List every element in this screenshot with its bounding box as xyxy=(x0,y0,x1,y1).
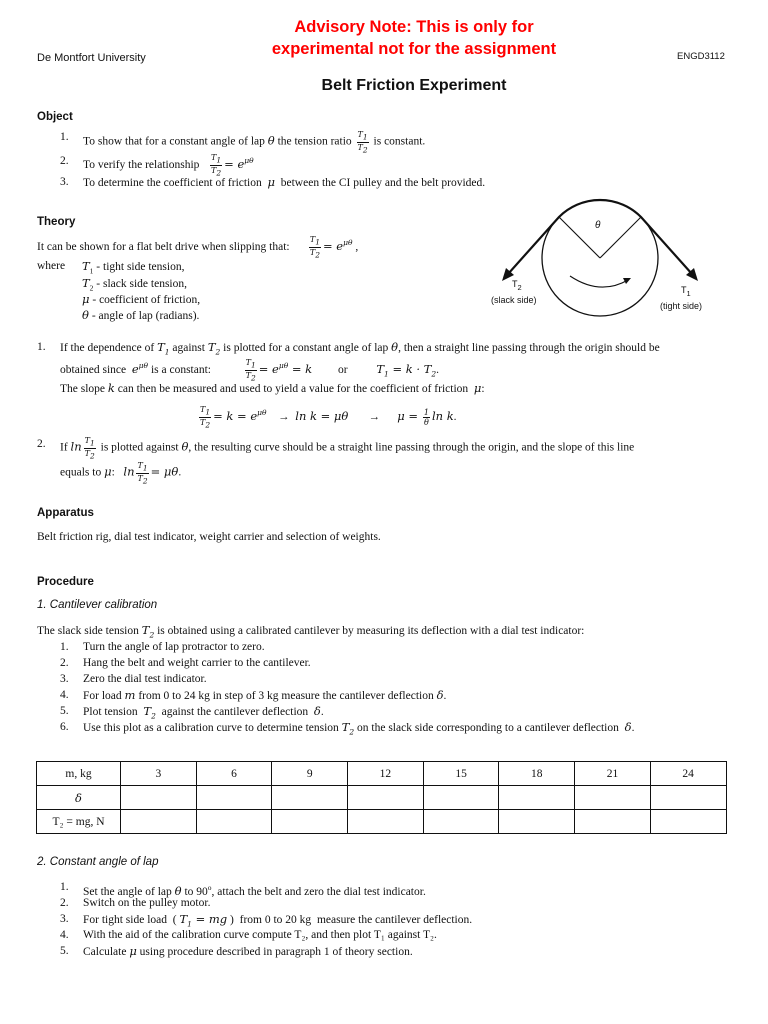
constant-angle-subheading: 2. Constant angle of lap xyxy=(37,856,159,868)
lap-step-3: For tight side load ( $T_1$ = mg ) from 0 to 20 kg measure the cantilever deflection. xyxy=(83,912,473,929)
table-cell-mass: 12 xyxy=(348,762,424,786)
table-cell-empty[interactable] xyxy=(121,810,197,834)
calibration-step-4: For load m from 0 to 24 kg in step of 3 kg measure the cantilever deflection δ. xyxy=(83,688,447,702)
object-item-1-number: 1. xyxy=(60,131,69,143)
document-title: Belt Friction Experiment xyxy=(321,77,507,94)
calibration-step-2-number: 2. xyxy=(60,657,69,669)
table-cell-empty[interactable] xyxy=(575,786,651,810)
table-cell-mass: 15 xyxy=(423,762,499,786)
lap-step-2: Switch on the pulley motor. xyxy=(83,897,211,909)
table-cell-empty[interactable] xyxy=(423,810,499,834)
rotation-arrow xyxy=(570,276,628,287)
table-cell-empty[interactable] xyxy=(272,786,348,810)
cantilever-calibration-subheading: 1. Cantilever calibration xyxy=(37,599,158,611)
table-cell-empty[interactable] xyxy=(499,810,575,834)
theory-para-2-line-2: equals to μ: ln $\frac{T_1}{T_2}$ = μθ. xyxy=(60,461,182,486)
diagram-tight-side: (tight side) xyxy=(660,301,703,311)
lap-step-1-number: 1. xyxy=(60,881,69,893)
rotation-arrowhead xyxy=(623,278,631,284)
lap-step-1: Set the angle of lap θ to 90$^o$, attach the belt and zero the dial test indicator. xyxy=(83,883,426,898)
object-item-2: To verify the relationship $\frac{T_1}{T_2}$ = $e^{\mu\theta}$ xyxy=(83,153,254,178)
table-cell-empty[interactable] xyxy=(196,810,272,834)
object-heading: Object xyxy=(37,111,73,123)
lap-step-5: Calculate μ using procedure described in paragraph 1 of theory section. xyxy=(83,944,413,958)
calibration-step-6-number: 6. xyxy=(60,721,69,733)
object-item-2-number: 2. xyxy=(60,155,69,167)
lap-step-4-number: 4. xyxy=(60,929,69,941)
advisory-line-1: Advisory Note: This is only for xyxy=(294,18,534,36)
calibration-table xyxy=(36,761,727,834)
theory-para-1-line-3: The slope k can then be measured and used to yield a value for the coefficient of friction μ: xyxy=(60,381,485,395)
table-row-mass xyxy=(37,762,727,786)
lap-step-4: With the aid of the calibration curve compute T₂, and then plot T₁ against T₂. xyxy=(83,929,437,941)
lap-step-3-number: 3. xyxy=(60,913,69,925)
theory-para-2-number: 2. xyxy=(37,438,46,450)
theory-para-2-line-1: If ln $\frac{T_1}{T_2}$ is plotted against θ, the resulting curve should be a straight line passing through the origin, and the slope of this line xyxy=(60,436,635,461)
table-row-tension xyxy=(37,810,727,834)
definition-theta: θ - angle of lap (radians). xyxy=(82,308,200,322)
university-name: De Montfort University xyxy=(37,52,146,64)
calibration-step-1: Turn the angle of lap protractor to zero. xyxy=(83,641,265,653)
radius-left xyxy=(559,217,600,258)
theory-para-1-line-1: If the dependence of $T_1$ against $T_2$ is plotted for a constant angle of lap θ, then a straight line passing through the origin should be xyxy=(60,340,660,357)
lap-step-2-number: 2. xyxy=(60,897,69,909)
diagram-t1-label: $T_1$ xyxy=(681,285,691,298)
table-cell-empty[interactable] xyxy=(423,786,499,810)
table-row-deflection xyxy=(37,786,727,810)
diagram-theta-label: θ xyxy=(595,220,601,231)
apparatus-text: Belt friction rig, dial test indicator, weight carrier and selection of weights. xyxy=(37,531,381,543)
object-item-3: To determine the coefficient of friction μ between the CI pulley and the belt provided. xyxy=(83,175,486,189)
table-cell-empty[interactable] xyxy=(575,810,651,834)
table-cell-empty[interactable] xyxy=(650,786,726,810)
calibration-step-4-number: 4. xyxy=(60,689,69,701)
calibration-step-5-number: 5. xyxy=(60,705,69,717)
theory-intro: It can be shown for a flat belt drive when slipping that: $\frac{T_1}{T_2}$ = $e^{\mu\theta}$ , xyxy=(37,235,359,260)
table-cell-tension-label: T₂ = mg, N xyxy=(37,810,121,834)
calibration-step-1-number: 1. xyxy=(60,641,69,653)
table-cell-mass-label: m, kg xyxy=(37,762,121,786)
procedure-heading: Procedure xyxy=(37,576,94,588)
definition-t2: $T_2$ - slack side tension, xyxy=(82,276,187,293)
table-cell-mass: 9 xyxy=(272,762,348,786)
where-label: where xyxy=(37,260,66,272)
table-cell-mass: 21 xyxy=(575,762,651,786)
advisory-line-2: experimental not for the assignment xyxy=(271,40,557,58)
theory-para-1-number: 1. xyxy=(37,341,46,353)
table-cell-mass: 6 xyxy=(196,762,272,786)
belt-line xyxy=(508,200,692,274)
table-cell-mass: 24 xyxy=(650,762,726,786)
module-code: ENGD3112 xyxy=(677,51,725,62)
table-cell-mass: 18 xyxy=(499,762,575,786)
calibration-step-6: Use this plot as a calibration curve to determine tension $T_2$ on the slack side corresponding to a cantilever deflection δ. xyxy=(83,720,635,737)
definition-t1: $T_1$ - tight side tension, xyxy=(82,259,185,276)
belt-pulley-diagram xyxy=(478,196,728,331)
object-item-3-number: 3. xyxy=(60,176,69,188)
definition-mu: μ - coefficient of friction, xyxy=(82,292,201,306)
table-cell-empty[interactable] xyxy=(348,810,424,834)
table-cell-empty[interactable] xyxy=(348,786,424,810)
object-item-1: To show that for a constant angle of lap θ the tension ratio $\frac{T_1}{T_2}$ is constant. xyxy=(83,130,426,155)
calibration-step-5: Plot tension $T_2$ against the cantilever deflection δ. xyxy=(83,704,324,721)
table-cell-deflection-label: δ xyxy=(37,786,121,810)
table-cell-empty[interactable] xyxy=(196,786,272,810)
table-cell-empty[interactable] xyxy=(650,810,726,834)
diagram-t2-label: $T_2$ xyxy=(512,279,522,292)
lap-step-5-number: 5. xyxy=(60,945,69,957)
theory-derivation: $\frac{T_1}{T_2}$ = $k = e^{\mu\theta}$ → ln k = μθ → μ = $\frac{1}{\theta}$ ln k. xyxy=(200,405,457,430)
calibration-step-3-number: 3. xyxy=(60,673,69,685)
theory-heading: Theory xyxy=(37,216,76,228)
table-cell-empty[interactable] xyxy=(121,786,197,810)
table-cell-empty[interactable] xyxy=(272,810,348,834)
theory-para-1-line-2: obtained since $e^{\mu\theta}$ is a constant: $\frac{T_1}{T_2}$ = $e^{\mu\theta} = k$ or $T_1 = k \cdot T_2$. xyxy=(60,358,440,383)
table-cell-mass: 3 xyxy=(121,762,197,786)
procedure-intro: The slack side tension $T_2$ is obtained using a calibrated cantilever by measuring its deflection with a dial test indicator: xyxy=(37,623,585,640)
calibration-step-2: Hang the belt and weight carrier to the cantilever. xyxy=(83,657,311,669)
calibration-step-3: Zero the dial test indicator. xyxy=(83,673,207,685)
table-cell-empty[interactable] xyxy=(499,786,575,810)
diagram-slack-side: (slack side) xyxy=(491,295,537,305)
tension-ratio-fraction: $\frac{T_1}{T_2}$ xyxy=(357,130,368,155)
radius-right xyxy=(600,217,641,258)
apparatus-heading: Apparatus xyxy=(37,507,94,519)
